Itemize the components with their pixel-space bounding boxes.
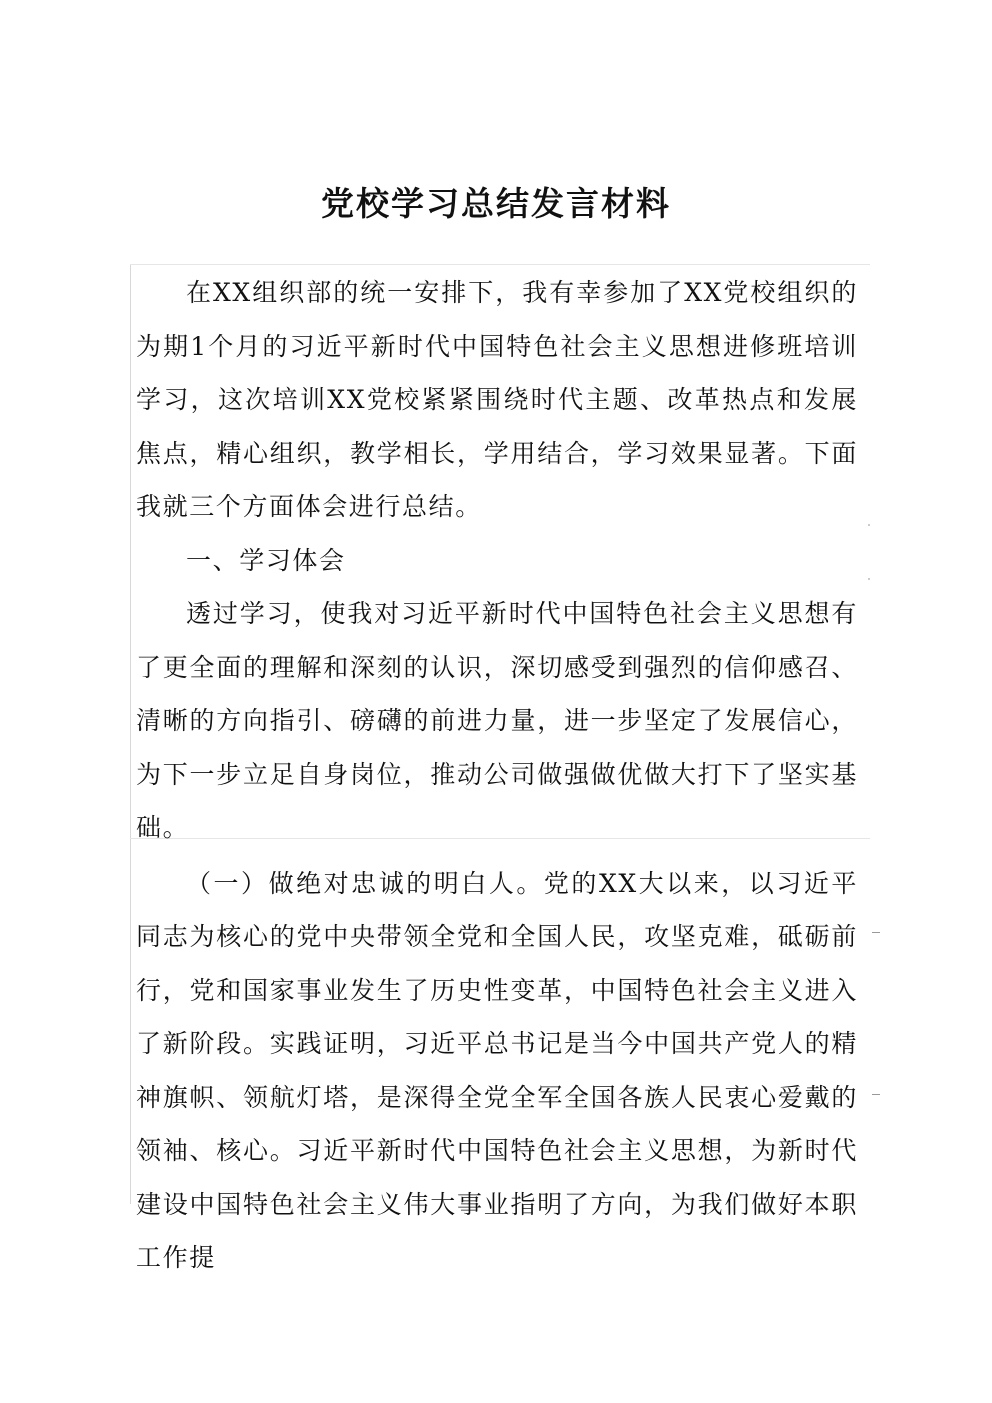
document-body [136, 266, 858, 1285]
edge-dot [868, 578, 870, 580]
edge-dot [868, 524, 870, 526]
margin-mark [872, 1094, 880, 1095]
paragraph-point-1: （一）做绝对忠诚的明白人。党的XX大以来，以习近平同志为核心的党中央带领全党和全国人民，攻坚克难，砥砺前行，党和国家事业发生了历史性变革，中国特色社会主义进入了新阶段。实践证明，习近平总书记是当今中国共产党人的精神旗帜、领航灯塔，是深得全党全军全国各族人民衷心爱戴的领袖、核心。习近平新时代中国特色社会主义思想，为新时代建设中国特色社会主义伟大事业指明了方向，为我们做好本职工作提 [136, 868, 858, 1272]
text-frame-top-border [130, 264, 870, 265]
paragraph-intro: 在XX组织部的统一安排下，我有幸参加了XX党校组织的为期1个月的习近平新时代中国特色社会主义思想进修班培训学习，这次培训XX党校紧紧围绕时代主题、改革热点和发展焦点，精心组织，教学相长，学用结合，学习效果显著。下面我就三个方面体会进行总结。 [136, 278, 858, 521]
section-heading: 一、学习体会 [186, 545, 346, 575]
margin-mark [872, 932, 880, 933]
paragraph-learning: 透过学习，使我对习近平新时代中国特色社会主义思想有了更全面的理解和深刻的认识，深切感受到强烈的信仰感召、清晰的方向指引、磅礴的前进力量，进一步坚定了发展信心，为下一步立足自身岗位，推动公司做强做优做大打下了坚实基础。 [136, 599, 858, 842]
document-title: 党校学习总结发言材料 [321, 184, 671, 223]
